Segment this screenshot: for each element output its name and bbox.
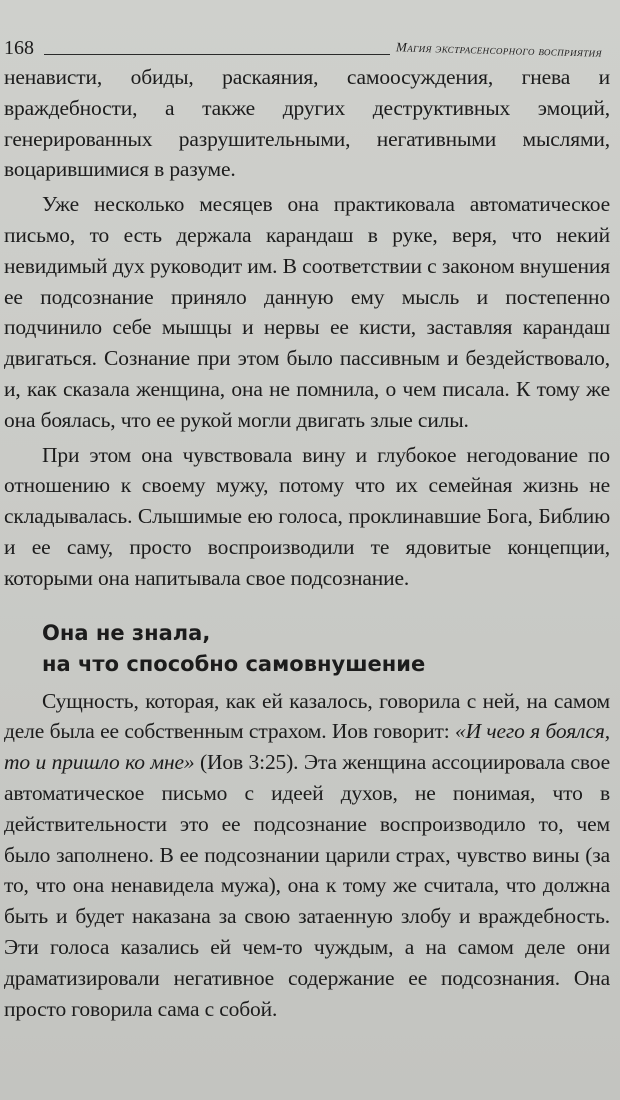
header-rule — [44, 54, 390, 55]
page-header — [4, 28, 602, 58]
section-heading-line-1: Она не знала, — [42, 620, 211, 645]
page-body — [4, 62, 610, 1024]
paragraph-self-suggestion — [4, 686, 610, 1025]
bible-quote: «И чего я боялся, то и пришло ко мне» — [4, 719, 610, 775]
section-heading — [42, 618, 610, 680]
paragraph-continuation: ненависти, обиды, раскаяния, самоосуждения, гнева и враждебности, а также других деструктивных эмоций, генерированных разрушительными, негативными мыслями, воцарившимися в разуме. — [4, 65, 610, 182]
running-title: Магия экстрасенсорного восприятия — [395, 39, 603, 60]
page-number: 168 — [4, 37, 34, 59]
paragraph-automatic-writing: Уже несколько месяцев она практиковала автоматическое письмо, то есть держала карандаш в руке, веря, что некий невидимый дух руководит им. В соответствии с законом внушения ее подсознание приняло данную ему мысль и постепенно подчинило себе мышцы и нервы ее кисти, заставляя карандаш двигаться. Сознание при этом было пассивным и бездействовало, и, как сказала женщина, она не помнила, о чем писала. К тому же она боялась, что ее рукой могли двигать злые силы. — [4, 192, 610, 432]
section-heading-line-2: на что способно самовнушение — [42, 651, 426, 676]
paragraph-text-after-quote: (Иов 3:25). Эта женщина ассоциировала свое автоматическое письмо с идеей духов, не понимая, что в действительности это ее подсознание воспроизводило то, чем было заполнено. В ее подсознании царили страх, чувство вины (за то, что она ненавидела мужа), она к тому же считала, что должна быть и будет наказана за свою затаенную злобу и враждебность. Эти голоса казались ей чем-то чуждым, а на самом деле они драматизировали негативное содержание ее подсознания. Она просто говорила сама с собой. — [4, 750, 610, 1021]
paragraph-guilt: При этом она чувствовала вину и глубокое негодование по отношению к своему мужу, потому что их семейная жизнь не складывалась. Слышимые ею голоса, проклинавшие Бога, Библию и ее саму, просто воспроизводили те ядовитые концепции, которыми она напитывала свое подсознание. — [4, 442, 610, 590]
paragraph-text-before-quote: Сущность, которая, как ей казалось, говорила с ней, на самом деле была ее собственным страхом. Иов говорит: — [4, 688, 610, 744]
